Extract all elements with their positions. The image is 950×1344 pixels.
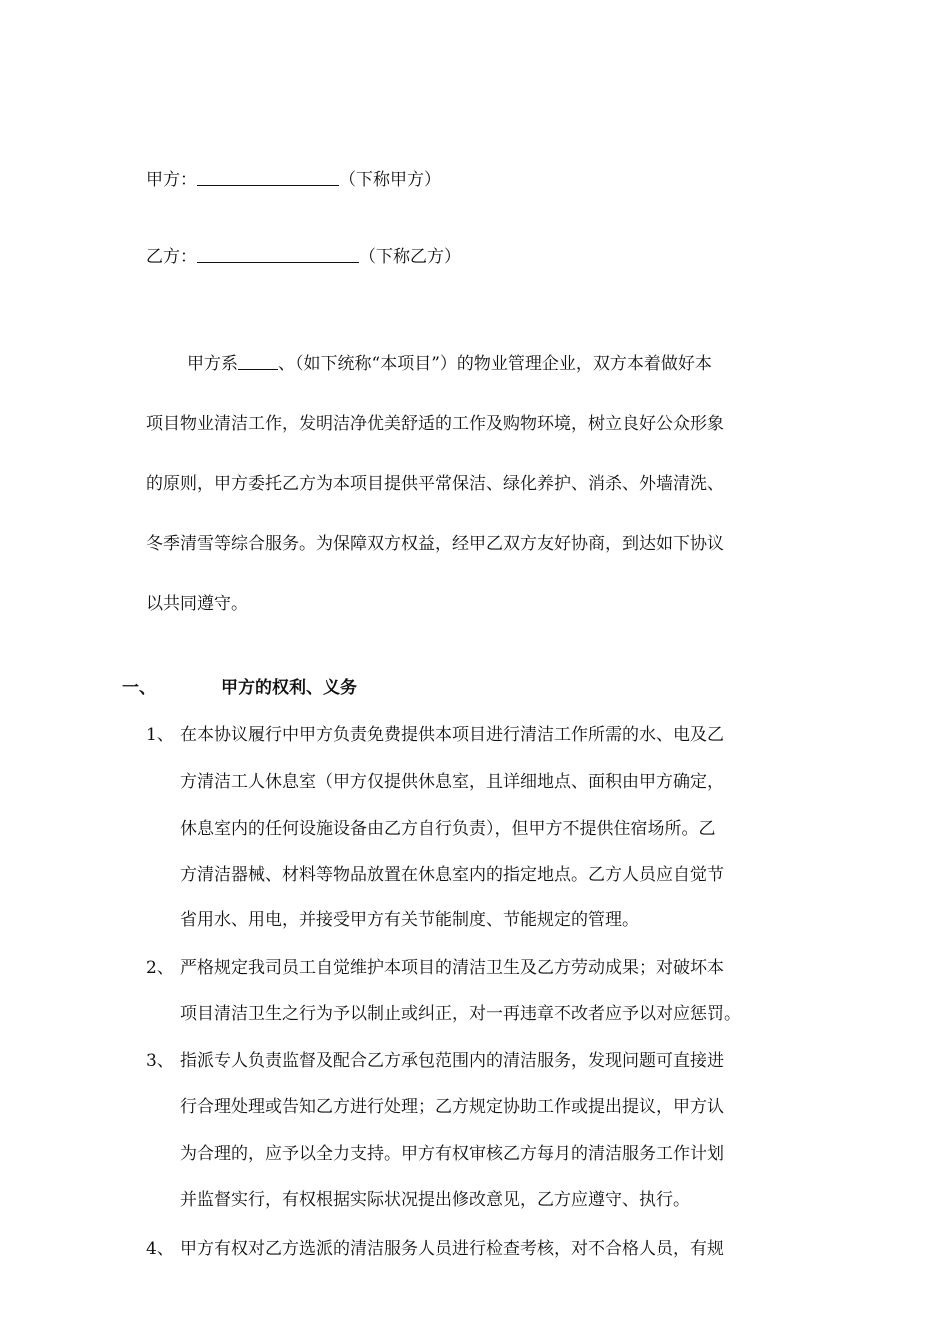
item-3-number: 3、 (146, 1051, 174, 1071)
section-1-number: 一、 (122, 678, 156, 698)
party-b-blank (197, 246, 359, 263)
item-4-number: 4、 (146, 1239, 174, 1259)
item-1-line-5: 省用水、用电，并接受甲方有关节能制度、节能规定的管理。 (180, 910, 639, 930)
project-name-blank (238, 353, 278, 370)
party-a-label: 甲方： (146, 170, 197, 190)
item-3-line-1: 指派专人负责监督及配合乙方承包范围内的清洁服务，发现问题可直接进 (180, 1051, 724, 1071)
item-1-line-4: 方清洁器械、材料等物品放置在休息室内的指定地点。乙方人员应自觉节 (180, 865, 724, 885)
item-3-line-3: 为合理的，应予以全力支持。甲方有权审核乙方每月的清洁服务工作计划 (180, 1144, 724, 1164)
item-2-line-1: 严格规定我司员工自觉维护本项目的清洁卫生及乙方劳动成果；对破坏本 (180, 958, 724, 978)
party-b-suffix: （下称乙方） (359, 247, 461, 267)
item-1-number: 1、 (146, 725, 174, 745)
item-4-line-1: 甲方有权对乙方选派的清洁服务人员进行检查考核，对不合格人员，有规 (180, 1239, 724, 1259)
item-3-line-4: 并监督实行，有权根据实际状况提出修改意见，乙方应遵守、执行。 (180, 1190, 690, 1210)
item-1-line-2: 方清洁工人休息室（甲方仅提供休息室，且详细地点、面积由甲方确定， (180, 772, 724, 792)
section-1-title: 甲方的权利、义务 (221, 678, 357, 698)
intro-line-1-rest: 、（如下统称“本项目”）的物业管理企业，双方本着做好本 (278, 354, 712, 374)
intro-line-2: 项目物业清洁工作，发明洁净优美舒适的工作及购物环境，树立良好公众形象 (146, 414, 724, 434)
party-a-suffix: （下称甲方） (339, 170, 441, 190)
item-3-line-2: 行合理处理或告知乙方进行处理；乙方规定协助工作或提出提议，甲方认 (180, 1097, 724, 1117)
intro-line-1 (187, 353, 712, 375)
intro-line-5: 以共同遵守。 (146, 594, 248, 614)
item-1-line-3: 休息室内的任何设施设备由乙方自行负责），但甲方不提供住宿场所。乙 (180, 819, 716, 839)
party-b-label: 乙方： (146, 247, 197, 267)
item-2-line-2: 项目清洁卫生之行为予以制止或纠正，对一再违章不改者应予以对应惩罚。 (180, 1004, 741, 1024)
party-b-line (146, 246, 461, 268)
intro-line-3: 的原则，甲方委托乙方为本项目提供平常保洁、绿化养护、消杀、外墙清洗、 (146, 474, 724, 494)
party-a-line (146, 169, 441, 191)
item-1-line-1: 在本协议履行中甲方负责免费提供本项目进行清洁工作所需的水、电及乙 (180, 725, 724, 745)
intro-line-4: 冬季清雪等综合服务。为保障双方权益，经甲乙双方友好协商，到达如下协议 (146, 534, 724, 554)
intro-lead: 甲方系 (187, 354, 238, 374)
item-2-number: 2、 (146, 958, 174, 978)
party-a-blank (197, 169, 339, 186)
